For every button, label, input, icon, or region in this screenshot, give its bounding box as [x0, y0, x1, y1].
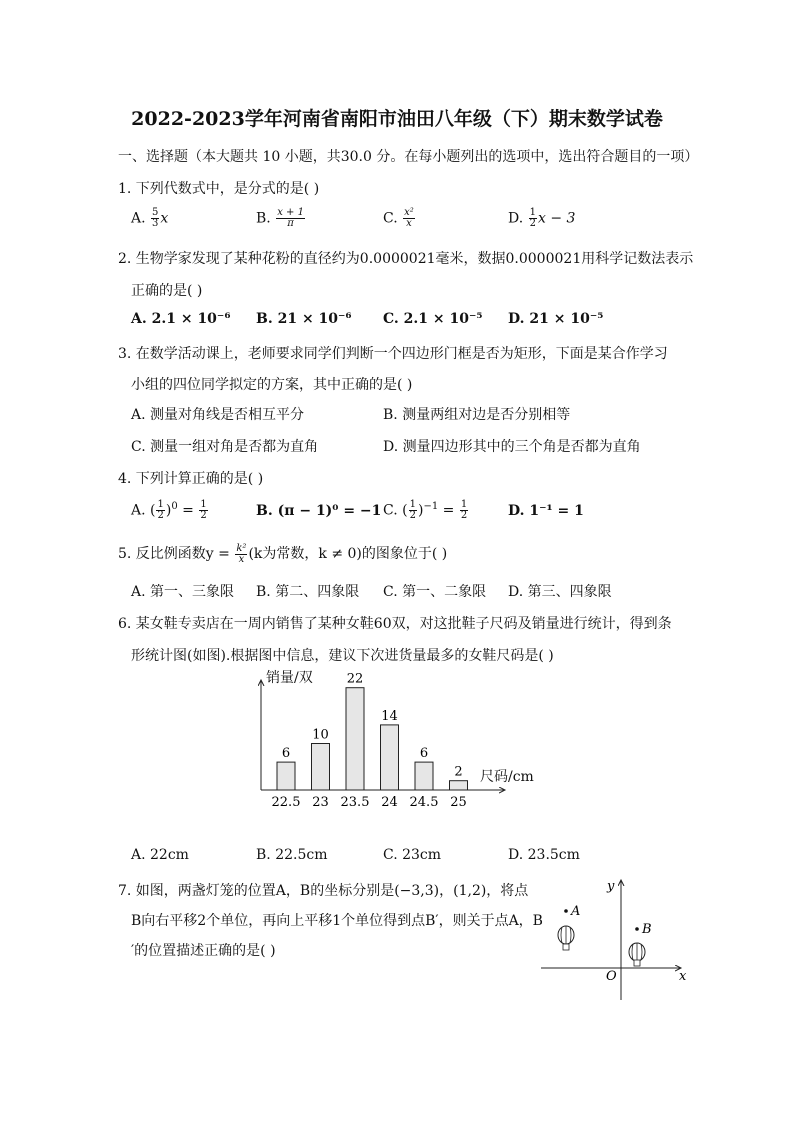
q1-b-label: B.	[256, 210, 271, 227]
q6-stem-line2: 形统计图(如图).根据图中信息，建议下次进货量最多的女鞋尺码是( )	[131, 648, 554, 664]
q3-stem-line2: 小组的四位同学拟定的方案，其中正确的是( )	[131, 377, 413, 393]
bar-24	[381, 725, 399, 790]
q3-option-c[interactable]: C. 测量一组对角是否都为直角	[131, 439, 319, 455]
q4-option-b[interactable]	[256, 503, 381, 519]
x-tick-label: 23	[312, 795, 329, 810]
q4-c-exponent: −1	[423, 500, 439, 512]
x-axis-label: 尺码/cm	[480, 769, 534, 785]
q2-option-a[interactable]: A. 2.1 × 10⁻⁶	[131, 311, 231, 327]
q4-option-a[interactable]: A. ( $\frac{1}{2}$ )$^0$ = $\frac{1}{2}$	[131, 499, 207, 521]
q4-d-label: D.	[508, 503, 525, 519]
point-b-label: B	[642, 922, 652, 937]
x-tick-label: 24	[381, 795, 398, 810]
bar-24.5	[415, 762, 433, 790]
y-axis-letter: y	[607, 879, 615, 894]
bar-25	[450, 781, 468, 790]
q4-a-result: $\frac{1}{2}$	[200, 499, 207, 521]
q4-b-label: B.	[256, 503, 273, 519]
q1-c-label: C.	[383, 210, 398, 227]
lantern-coordinate-figure	[536, 872, 696, 1004]
q7-stem-line2: B向右平移2个单位，再向上平移1个单位得到点B′，则关于点A，B	[131, 913, 543, 929]
q4-c-base: $\frac{1}{2}$	[409, 499, 416, 521]
q4-d-expr: 1⁻¹ = 1	[529, 503, 584, 519]
x-tick-label: 25	[450, 795, 467, 810]
bar-22.5	[277, 762, 295, 790]
q3-stem-line1: 3. 在数学活动课上，老师要求同学们判断一个四边形门框是否为矩形，下面是某合作学习	[118, 346, 668, 362]
q1-option-b[interactable]	[256, 208, 306, 229]
q1-option-a[interactable]	[131, 208, 168, 229]
q6-stem-line1: 6. 某女鞋专卖店在一周内销售了某种女鞋60双，对这批鞋子尺码及销量进行统计，得到条	[118, 616, 672, 632]
x-tick-label: 23.5	[340, 795, 370, 810]
x-tick-label: 22.5	[271, 795, 301, 810]
q5-fraction: $\frac{\text{k²}}{x}$	[236, 542, 247, 565]
q3-option-d[interactable]: D. 测量四边形其中的三个角是否都为直角	[383, 439, 641, 455]
q5-option-b[interactable]: B. 第二、四象限	[256, 584, 360, 600]
x-tick-label: 24.5	[409, 795, 439, 810]
q1-d-label: D.	[508, 210, 524, 227]
q6-option-d[interactable]: D. 23.5cm	[508, 847, 580, 863]
q7-stem-line1: 7. 如图，两盏灯笼的位置A，B的坐标分别是(−3,3)，(1,2)，将点	[118, 883, 529, 899]
origin-label: O	[606, 969, 617, 984]
q4-stem: 4. 下列计算正确的是( )	[118, 471, 264, 487]
q5-stem-post: (k为常数，k ≠ 0)的图象位于( )	[248, 546, 448, 562]
q1-stem: 1. 下列代数式中，是分式的是( )	[118, 181, 320, 197]
q6-option-c[interactable]: C. 23cm	[383, 847, 442, 863]
q2-stem-line1: 2. 生物学家发现了某种花粉的直径约为0.0000021毫米，数据0.0000021用科学记数法表示	[118, 251, 694, 267]
q2-option-b[interactable]: B. 21 × 10⁻⁶	[256, 311, 352, 327]
bar-value-label: 22	[346, 671, 364, 687]
lantern-b-icon	[629, 922, 652, 966]
bar-value-label: 2	[454, 764, 463, 780]
q7-stem-line3: ′的位置描述正确的是( )	[131, 943, 276, 959]
q4-a-base: $\frac{1}{2}$	[157, 499, 164, 521]
q1-b-fraction: $\frac{x + 1}{\pi}$	[277, 207, 304, 229]
q5-stem	[118, 543, 447, 565]
q2-stem-line2: 正确的是( )	[131, 283, 203, 299]
lantern-a-icon	[558, 904, 580, 950]
q4-a-exponent: 0	[171, 500, 178, 512]
bar-23	[312, 744, 330, 791]
q1-d-fraction: $\frac{1}{2}$	[529, 207, 537, 229]
q6-option-b[interactable]: B. 22.5cm	[256, 847, 328, 863]
q2-option-d[interactable]: D. 21 × 10⁻⁵	[508, 311, 604, 327]
q6-option-a[interactable]: A. 22cm	[131, 847, 189, 863]
shoe-size-bar-chart	[250, 660, 550, 815]
page-title: 2022-2023学年河南省南阳市油田八年级（下）期末数学试卷	[131, 108, 663, 130]
q1-a-tail: x	[160, 210, 169, 227]
bar-value-label: 14	[381, 708, 398, 724]
q5-option-a[interactable]: A. 第一、三象限	[131, 584, 235, 600]
y-axis-label: 销量/双	[266, 670, 313, 686]
bar-value-label: 6	[419, 746, 429, 762]
q4-a-label: A.	[131, 502, 146, 519]
x-axis-letter: x	[679, 969, 687, 984]
section-heading: 一、选择题（本大题共 10 小题，共30.0 分。在每小题列出的选项中，选出符合题目的一项）	[118, 149, 699, 165]
bar-23.5	[346, 688, 364, 790]
q4-option-c[interactable]: C. ( $\frac{1}{2}$ )$^{-1}$ = $\frac{1}{2}$	[383, 499, 468, 521]
point-a-label: A	[571, 904, 581, 919]
q5-stem-pre: 5. 反比例函数y =	[118, 546, 235, 562]
q4-option-d[interactable]	[508, 503, 584, 519]
q1-a-fraction: $\frac{5}{3}$	[152, 207, 159, 229]
q4-c-label: C.	[383, 502, 398, 519]
bar-value-label: 10	[312, 727, 329, 743]
q1-c-fraction: $\frac{\text{x²}}{x}$	[404, 207, 414, 229]
q1-option-d[interactable]	[508, 208, 575, 229]
q4-c-result: $\frac{1}{2}$	[460, 499, 468, 521]
q3-option-b[interactable]: B. 测量两组对边是否分别相等	[383, 407, 571, 423]
q5-option-c[interactable]: C. 第一、二象限	[383, 584, 487, 600]
q1-d-tail: x − 3	[538, 210, 576, 227]
q2-option-c[interactable]: C. 2.1 × 10⁻⁵	[383, 311, 483, 327]
bar-value-label: 6	[281, 746, 291, 762]
q3-option-a[interactable]: A. 测量对角线是否相互平分	[131, 407, 305, 423]
q4-b-expr: (π − 1)⁰ = −1	[277, 503, 382, 519]
q1-a-label: A.	[131, 210, 146, 227]
q1-option-c[interactable]	[383, 208, 416, 229]
q5-option-d[interactable]: D. 第三、四象限	[508, 584, 612, 600]
